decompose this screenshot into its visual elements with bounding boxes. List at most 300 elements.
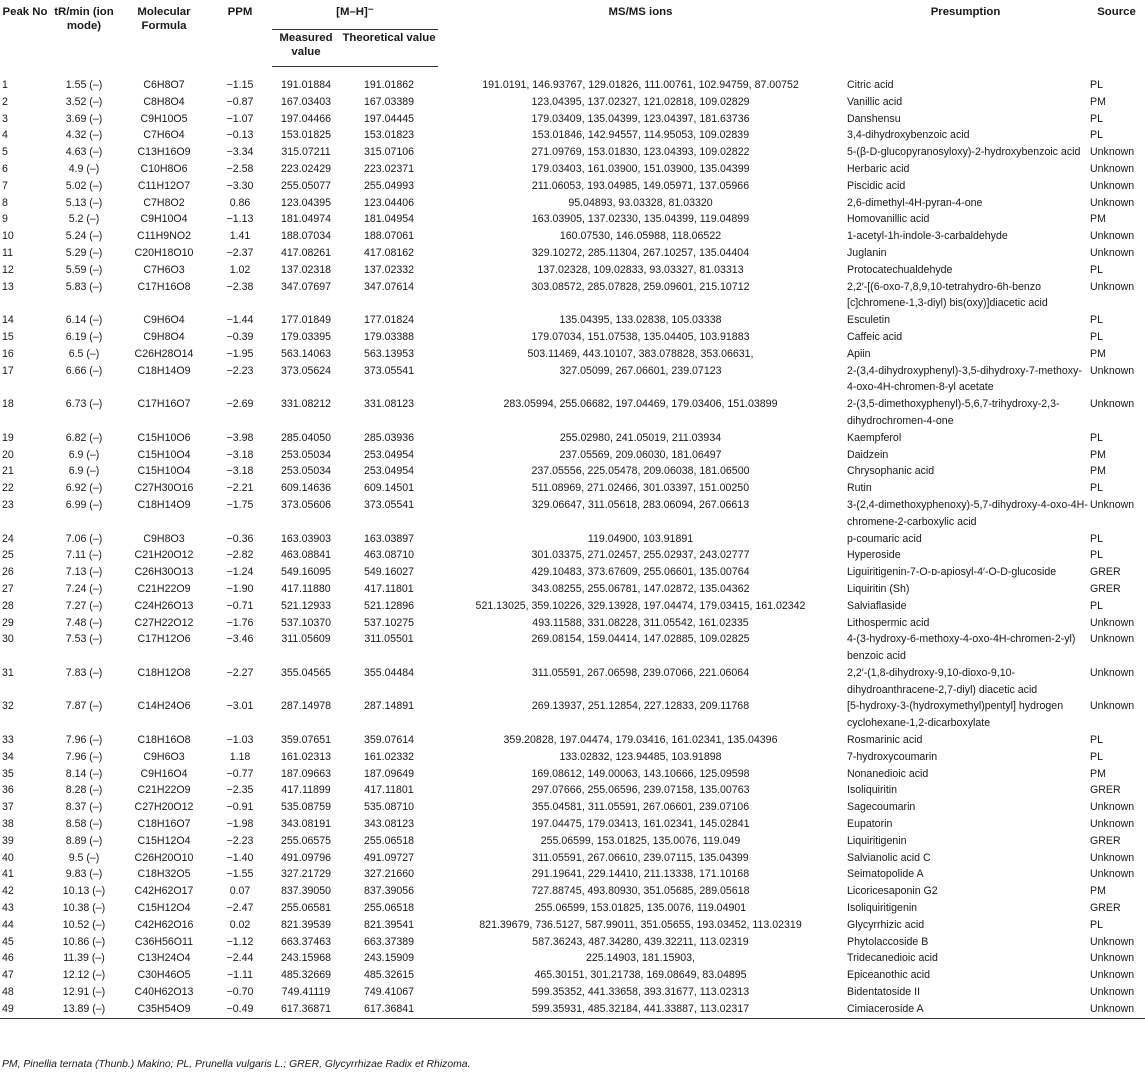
cell-ppm: 1.18 (229, 750, 251, 763)
table-row (0, 363, 1145, 397)
table-row (0, 631, 1145, 665)
cell-measured: 417.11899 (281, 784, 331, 797)
cell-formula: C9H10O4 (140, 213, 188, 226)
cell-formula: C27H20O12 (134, 801, 194, 814)
cell-tr: 5.59 (–) (65, 263, 103, 276)
cell-measured: 537.10370 (280, 616, 332, 629)
cell-theoretical: 285.03936 (363, 431, 415, 444)
cell-peak: 4 (2, 129, 8, 142)
cell-peak: 32 (2, 700, 14, 713)
cell-tr: 6.5 (–) (68, 347, 100, 360)
cell-formula: C17H16O8 (137, 280, 191, 293)
table-row (0, 430, 1145, 447)
table-footnote (2, 1058, 470, 1072)
cell-theoretical: 521.12896 (363, 599, 415, 612)
cell-tr: 8.14 (–) (65, 767, 103, 780)
cell-source: PL (1090, 78, 1103, 91)
table-row (0, 161, 1145, 178)
cell-peak: 5 (2, 146, 8, 159)
cell-tr: 7.83 (–) (65, 666, 103, 679)
cell-formula: C18H14O9 (137, 498, 191, 511)
cell-tr: 7.27 (–) (65, 599, 103, 612)
header-mh: [M–H]⁻ (272, 0, 438, 30)
cell-ppm: −2.47 (226, 902, 254, 915)
cell-source: GRER (1090, 784, 1121, 797)
cell-source: PL (1090, 549, 1103, 562)
cell-peak: 38 (2, 818, 14, 831)
cell-measured: 137.02318 (280, 263, 332, 276)
cell-msms: 153.01846, 142.94557, 114.95053, 109.02839 (531, 129, 750, 142)
cell-ppm: −2.58 (226, 162, 254, 175)
cell-measured: 163.03903 (280, 532, 332, 545)
cell-tr: 10.13 (–) (62, 885, 106, 898)
cell-formula: C36H56O11 (134, 935, 194, 948)
cell-source: GRER (1090, 582, 1121, 595)
cell-peak: 41 (2, 868, 14, 881)
cell-formula: C42H62O17 (134, 885, 194, 898)
cell-tr: 4.32 (–) (65, 129, 103, 142)
cell-presumption: 3,4-dihydroxybenzoic acid (847, 129, 970, 142)
cell-tr: 6.92 (–) (65, 482, 103, 495)
cell-theoretical: 177.01824 (363, 314, 415, 327)
cell-formula: C9H6O3 (143, 750, 185, 763)
cell-presumption: Liquiritin (Sh) (847, 582, 910, 595)
cell-presumption: 5-(β-D-glucopyranosyloxy)-2-hydroxybenzoic acid (847, 146, 1081, 159)
cell-measured: 179.03395 (280, 330, 332, 343)
cell-peak: 22 (2, 482, 14, 495)
cell-msms: 255.06599, 153.01825, 135.0076, 119.049 (540, 834, 741, 847)
table-row (0, 866, 1145, 883)
cell-theoretical: 287.14891 (363, 700, 415, 713)
cell-formula: C9H8O4 (143, 330, 185, 343)
cell-measured: 191.01884 (280, 79, 332, 91)
cell-source: PM (1090, 885, 1106, 898)
cell-peak: 10 (2, 230, 14, 243)
cell-msms: 237.05556, 225.05478, 209.06038, 181.06500 (531, 465, 750, 478)
cell-peak: 9 (2, 213, 8, 226)
cell-msms: 599.35931, 485.32184, 441.33887, 113.02317 (531, 1002, 750, 1015)
cell-source: Unknown (1090, 246, 1135, 259)
cell-ppm: −0.36 (226, 532, 254, 545)
cell-source: PL (1090, 129, 1103, 142)
cell-measured: 255.06575 (280, 834, 332, 847)
cell-formula: C14H24O6 (137, 700, 191, 713)
cell-presumption: 1-acetyl-1h-indole-3-carbaldehyde (847, 230, 1008, 243)
table-row (0, 312, 1145, 329)
cell-msms: 587.36243, 487.34280, 439.32211, 113.02319 (532, 935, 749, 948)
cell-theoretical: 331.08123 (363, 398, 415, 411)
cell-ppm: −1.55 (226, 868, 254, 881)
cell-peak: 33 (2, 734, 14, 747)
cell-tr: 10.86 (–) (62, 935, 106, 948)
cell-theoretical: 491.09727 (363, 851, 415, 864)
cell-source: Unknown (1090, 280, 1135, 293)
cell-msms: 179.03409, 135.04399, 123.04397, 181.63736 (531, 112, 750, 125)
cell-presumption: Danshensu (847, 112, 901, 125)
table-row (0, 917, 1145, 934)
cell-msms: 511.08969, 271.02466, 301.03397, 151.00250 (531, 482, 750, 495)
cell-theoretical: 417.11801 (364, 582, 414, 595)
cell-measured: 463.08841 (280, 549, 332, 562)
cell-peak: 8 (2, 196, 8, 209)
cell-source: PL (1090, 734, 1103, 747)
cell-source: Unknown (1090, 868, 1135, 881)
cell-source: PL (1090, 918, 1103, 931)
header-ppm: PPM (227, 6, 253, 18)
cell-formula: C24H26O13 (134, 599, 194, 612)
cell-presumption: 2,2′-(1,8-dihydroxy-9,10-dioxo-9,10-dihydroanthracene-2,7-diyl) diacetic acid (847, 666, 1038, 696)
table-row (0, 698, 1145, 732)
cell-tr: 5.83 (–) (65, 280, 103, 293)
cell-theoretical: 343.08123 (363, 818, 415, 831)
cell-peak: 36 (2, 784, 14, 797)
cell-ppm: −2.69 (226, 398, 254, 411)
cell-source: PM (1090, 213, 1106, 226)
cell-source: Unknown (1090, 498, 1135, 511)
cell-peak: 16 (2, 347, 14, 360)
cell-presumption: Isoliquiritigenin (847, 902, 918, 915)
cell-ppm: −3.18 (226, 465, 254, 478)
cell-msms: 123.04395, 137.02327, 121.02818, 109.02829 (531, 95, 750, 108)
cell-formula: C17H12O6 (137, 633, 191, 646)
cell-peak: 45 (2, 935, 14, 948)
cell-measured: 609.14636 (280, 482, 332, 495)
header-tr: tR/min (ion mode) (54, 6, 114, 32)
cell-theoretical: 123.04406 (363, 196, 415, 209)
cell-peak: 30 (2, 633, 14, 646)
cell-tr: 7.11 (–) (66, 549, 102, 562)
cell-measured: 663.37463 (280, 935, 332, 948)
cell-measured: 821.39539 (280, 918, 332, 931)
table-row (0, 127, 1145, 144)
cell-theoretical: 163.03897 (363, 532, 415, 545)
table-row (0, 195, 1145, 212)
cell-presumption: Salviaflaside (847, 599, 907, 612)
cell-ppm: −3.01 (226, 700, 254, 713)
cell-source: PM (1090, 465, 1106, 478)
cell-formula: C27H22O12 (134, 616, 194, 629)
cell-formula: C6H8O7 (143, 78, 185, 91)
cell-presumption: Herbaric acid (847, 162, 910, 175)
cell-presumption: Vanillic acid (847, 95, 903, 108)
cell-tr: 7.96 (–) (65, 734, 103, 747)
table-row (0, 111, 1145, 128)
cell-peak: 35 (2, 767, 14, 780)
cell-theoretical: 549.16027 (363, 566, 415, 579)
cell-source: GRER (1090, 834, 1121, 847)
cell-presumption: p-coumaric acid (847, 532, 922, 545)
cell-source: PM (1090, 767, 1106, 780)
cell-measured: 355.04565 (280, 666, 332, 679)
cell-ppm: −1.15 (226, 78, 254, 91)
table-row (0, 144, 1145, 161)
cell-msms: 225.14903, 181.15903, (586, 952, 695, 965)
cell-tr: 4.63 (–) (65, 146, 103, 159)
cell-presumption: 7-hydroxycoumarin (847, 750, 938, 763)
cell-measured: 177.01849 (280, 314, 332, 327)
cell-tr: 7.13 (–) (65, 566, 103, 579)
cell-source: Unknown (1090, 851, 1135, 864)
cell-presumption: 2,2′-[(6-oxo-7,8,9,10-tetrahydro-6h-benzo [c]chromene-1,3-diyl) bis(oxy)]diacetic acid (847, 280, 1048, 310)
cell-presumption: Rutin (847, 482, 872, 495)
cell-ppm: −1.95 (226, 347, 254, 360)
cell-theoretical: 243.15909 (363, 952, 415, 965)
table-row (0, 447, 1145, 464)
cell-ppm: −1.03 (226, 734, 254, 747)
cell-formula: C30H46O5 (137, 969, 191, 982)
cell-theoretical: 749.41067 (363, 986, 415, 999)
cell-presumption: Chrysophanic acid (847, 465, 935, 478)
cell-msms: 311.05591, 267.06598, 239.07066, 221.06064 (531, 666, 750, 679)
cell-measured: 285.04050 (280, 431, 332, 444)
cell-tr: 5.29 (–) (65, 246, 103, 259)
cell-peak: 31 (2, 666, 14, 679)
cell-ppm: −0.71 (226, 599, 254, 612)
cell-presumption: Isoliquiritin (847, 784, 898, 797)
cell-tr: 3.52 (–) (65, 95, 103, 108)
table-row (0, 531, 1145, 548)
cell-tr: 6.66 (–) (65, 364, 103, 377)
table-row (0, 598, 1145, 615)
table-row (0, 228, 1145, 245)
cell-msms: 599.35352, 441.33658, 393.31677, 113.02313 (531, 986, 750, 999)
cell-tr: 8.28 (–) (65, 784, 103, 797)
cell-formula: C10H8O6 (140, 162, 188, 175)
cell-formula: C13H24O4 (137, 952, 191, 965)
cell-formula: C21H22O9 (137, 582, 191, 595)
cell-formula: C26H20O10 (134, 851, 194, 864)
cell-msms: 493.11588, 331.08228, 311.05542, 161.02335 (532, 616, 749, 629)
cell-measured: 153.01825 (280, 129, 332, 142)
cell-theoretical: 359.07614 (363, 734, 415, 747)
cell-theoretical: 609.14501 (363, 482, 415, 495)
cell-peak: 42 (2, 885, 14, 898)
cell-measured: 359.07651 (280, 734, 332, 747)
cell-peak: 14 (2, 314, 14, 327)
table-row (0, 799, 1145, 816)
cell-presumption: Rosmarinic acid (847, 734, 923, 747)
cell-source: GRER (1090, 902, 1121, 915)
cell-source: Unknown (1090, 364, 1135, 377)
cell-peak: 6 (2, 162, 8, 175)
cell-presumption: Apiin (847, 347, 871, 360)
cell-presumption: Protocatechualdehyde (847, 263, 953, 276)
cell-formula: C9H6O4 (143, 314, 185, 327)
table-row (0, 346, 1145, 363)
cell-msms: 169.08612, 149.00063, 143.10666, 125.09598 (531, 767, 750, 780)
cell-tr: 7.48 (–) (65, 616, 103, 629)
cell-theoretical: 535.08710 (363, 801, 415, 814)
table-row (0, 497, 1145, 531)
cell-theoretical: 181.04954 (363, 213, 415, 226)
cell-formula: C13H16O9 (137, 146, 191, 159)
cell-measured: 197.04466 (280, 112, 332, 125)
cell-tr: 6.73 (–) (65, 398, 103, 411)
cell-tr: 10.38 (–) (62, 902, 106, 915)
cell-measured: 347.07697 (280, 280, 332, 293)
cell-tr: 7.53 (–) (65, 633, 103, 646)
cell-presumption: Citric acid (847, 78, 894, 91)
cell-measured: 331.08212 (280, 398, 332, 411)
cell-source: Unknown (1090, 230, 1135, 243)
cell-peak: 44 (2, 918, 14, 931)
cell-peak: 43 (2, 902, 14, 915)
cell-theoretical: 315.07106 (363, 146, 415, 159)
cell-msms: 163.03905, 137.02330, 135.04399, 119.04899 (531, 213, 750, 226)
cell-measured: 343.08191 (280, 818, 332, 831)
footnote-pm-text: Pinellia ternata (Thunb.) Makino; (23, 1059, 174, 1070)
cell-peak: 23 (2, 498, 14, 511)
cell-source: PL (1090, 112, 1103, 125)
cell-measured: 187.09663 (280, 767, 332, 780)
cell-theoretical: 179.03388 (363, 330, 415, 343)
cell-ppm: −2.82 (226, 549, 254, 562)
cell-source: PM (1090, 95, 1106, 108)
cell-source: PM (1090, 347, 1106, 360)
cell-ppm: −3.46 (226, 633, 254, 646)
cell-formula: C15H10O4 (137, 465, 191, 478)
table-row (0, 833, 1145, 850)
cell-presumption: 2-(3,5-dimethoxyphenyl)-5,6,7-trihydroxy-2,3-dihydrochromen-4-one (847, 398, 1060, 427)
cell-presumption: Glycyrrhizic acid (847, 918, 925, 931)
cell-presumption: Tridecanedioic acid (847, 952, 938, 965)
cell-measured: 521.12933 (280, 599, 332, 612)
cell-presumption: 3-(2,4-dimethoxyphenoxy)-5,7-dihydroxy-4-oxo-4H-chromene-2-carboxylic acid (847, 498, 1088, 528)
header-msms: MS/MS ions (608, 6, 673, 18)
cell-source: Unknown (1090, 935, 1135, 948)
cell-formula: C8H8O4 (143, 95, 185, 108)
cell-msms: 133.02832, 123.94485, 103.91898 (559, 750, 722, 763)
table-row (0, 547, 1145, 564)
cell-presumption: Liquiritigenin (847, 834, 907, 847)
cell-peak: 29 (2, 616, 14, 629)
cell-formula: C15H12O4 (137, 902, 191, 915)
cell-msms: 283.05994, 255.06682, 197.04469, 179.03406, 151.03899 (503, 398, 778, 411)
cell-source: PM (1090, 448, 1106, 461)
cell-theoretical: 485.32615 (363, 969, 415, 982)
cell-measured: 837.39050 (280, 885, 332, 898)
cell-peak: 47 (2, 969, 14, 982)
cell-msms: 327.05099, 267.06601, 239.07123 (559, 364, 722, 377)
cell-tr: 6.19 (–) (65, 330, 103, 343)
cell-source: PL (1090, 482, 1103, 495)
cell-ppm: −1.13 (226, 213, 254, 226)
table-row (0, 480, 1145, 497)
cell-theoretical: 373.05541 (363, 364, 415, 377)
header-measured: Measured value (272, 30, 340, 67)
cell-formula: C26H30O13 (134, 566, 194, 579)
cell-source: Unknown (1090, 179, 1135, 192)
table-row (0, 984, 1145, 1001)
table-row (0, 279, 1145, 313)
cell-formula: C15H10O4 (137, 448, 191, 461)
cell-ppm: −2.23 (226, 834, 254, 847)
table-row (0, 581, 1145, 598)
cell-ppm: −2.38 (226, 280, 254, 293)
cell-presumption: Esculetin (847, 314, 890, 327)
cell-ppm: −2.37 (226, 246, 254, 259)
cell-msms: 137.02328, 109.02833, 93.03327, 81.03313 (537, 263, 744, 276)
cell-formula: C18H16O7 (137, 818, 191, 831)
cell-msms: 311.05591, 267.06610, 239.07115, 135.04399 (532, 851, 749, 864)
cell-presumption: [5-hydroxy-3-(hydroxymethyl)pentyl] hydrogen cyclohexane-1,2-dicarboxylate (847, 700, 1064, 730)
cell-tr: 11.39 (–) (63, 952, 105, 965)
cell-theoretical: 223.02371 (363, 162, 415, 175)
cell-peak: 15 (2, 330, 14, 343)
cell-formula: C27H30O16 (134, 482, 194, 495)
cell-tr: 8.89 (–) (65, 834, 103, 847)
cell-msms: 465.30151, 301.21738, 169.08649, 83.04895 (534, 969, 747, 982)
cell-presumption: 2-(3,4-dihydroxyphenyl)-3,5-dihydroxy-7-methoxy-4-oxo-4H-chromen-8-yl acetate (847, 364, 1082, 394)
cell-measured: 255.06581 (280, 902, 332, 915)
cell-ppm: −1.24 (226, 566, 254, 579)
cell-peak: 46 (2, 952, 14, 965)
cell-msms: 521.13025, 359.10226, 329.13928, 197.04474, 179.03415, 161.02342 (475, 599, 806, 612)
cell-formula: C7H8O2 (143, 196, 185, 209)
table-row (0, 245, 1145, 262)
table-row (0, 94, 1145, 111)
cell-peak: 28 (2, 599, 14, 612)
cell-tr: 5.13 (–) (65, 196, 103, 209)
cell-peak: 37 (2, 801, 14, 814)
cell-theoretical: 563.13953 (363, 347, 415, 360)
cell-source: PL (1090, 431, 1103, 444)
cell-peak: 25 (2, 549, 14, 562)
cell-theoretical: 197.04445 (363, 112, 415, 125)
cell-measured: 188.07034 (280, 230, 332, 243)
cell-presumption: 4-(3-hydroxy-6-methoxy-4-oxo-4H-chromen-2-yl) benzoic acid (847, 633, 1076, 663)
cell-formula: C11H9NO2 (137, 230, 191, 243)
cell-msms: 191.0191, 146.93767, 129.01826, 111.00761, 102.94759, 87.00752 (482, 78, 799, 91)
table-row (0, 615, 1145, 632)
cell-msms: 269.08154, 159.04414, 147.02885, 109.02825 (531, 633, 750, 646)
footnote-pm-abbr: PM, (2, 1059, 21, 1070)
cell-measured: 617.36871 (280, 1002, 332, 1015)
table-row (0, 816, 1145, 833)
cell-peak: 1 (2, 78, 8, 91)
table-body (0, 67, 1145, 1019)
table-row (0, 262, 1145, 279)
cell-peak: 11 (2, 246, 13, 259)
header-source: Source (1097, 6, 1136, 18)
cell-peak: 20 (2, 448, 14, 461)
cell-formula: C7H6O4 (143, 129, 185, 142)
cell-source: GRER (1090, 566, 1121, 579)
cell-measured: 563.14063 (280, 347, 332, 360)
cell-source: PL (1090, 750, 1103, 763)
cell-tr: 3.69 (–) (65, 112, 103, 125)
cell-presumption: Phytolaccoside B (847, 935, 929, 948)
cell-source: Unknown (1090, 801, 1135, 814)
header-theoretical: Theoretical value (340, 30, 438, 67)
cell-theoretical: 463.08710 (363, 549, 415, 562)
cell-msms: 179.03403, 161.03900, 151.03900, 135.04399 (531, 162, 750, 175)
cell-presumption: Hyperoside (847, 549, 901, 562)
cell-tr: 6.9 (–) (68, 448, 100, 461)
cell-peak: 34 (2, 750, 14, 763)
table-row (0, 967, 1145, 984)
cell-presumption: Juglanin (847, 246, 887, 259)
cell-tr: 6.99 (–) (65, 498, 103, 511)
cell-msms: 269.13937, 251.12854, 227.12833, 209.11768 (531, 700, 750, 713)
cell-measured: 167.03403 (280, 95, 332, 108)
cell-measured: 311.05609 (281, 633, 331, 646)
cell-source: PL (1090, 314, 1103, 327)
cell-measured: 181.04974 (280, 213, 332, 226)
cell-ppm: −3.98 (226, 431, 254, 444)
cell-source: PL (1090, 330, 1103, 343)
cell-formula: C18H16O8 (137, 734, 191, 747)
